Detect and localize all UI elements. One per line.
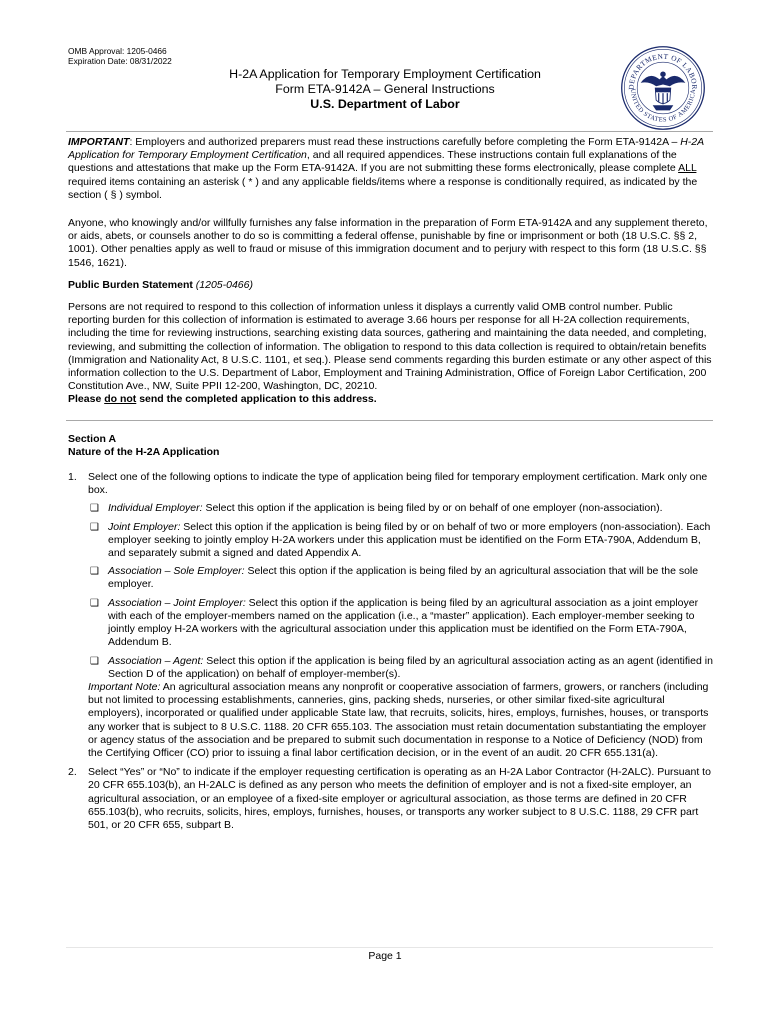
checkbox-icon[interactable]: ❑ [90,521,99,533]
dol-seal-logo [620,45,706,131]
title-line-3: U.S. Department of Labor [310,97,460,111]
option-association-sole-employer[interactable]: ❑ Association – Sole Employer: Select this option if the application is being filed by an agricultural association that will be the sole employer. [90,565,699,591]
section-label: Section A [68,432,117,445]
all-emphasis: ALL [678,162,697,175]
item-2 [68,766,713,832]
expiration-date: Expiration Date: 08/31/2022 [68,56,172,66]
seal-bottom-text: UNITED STATES OF AMERICA [629,88,697,124]
page-number: Page 1 [368,950,402,962]
checkbox-icon[interactable]: ❑ [90,655,99,667]
option-joint-employer[interactable]: ❑ Joint Employer: Select this option if the application is being filed by or on behalf of two or more employers (non-association). Each employer seeking to jointly employ H-2A workers under this application must be identified on the Form ETA-790A, Addendum B, and separately submit a signed and dated Appendix A. [90,520,711,560]
option-individual-employer[interactable]: ❑ Individual Employer: Select this option if the application is being filed by or on behalf of one employer (non-association). [90,502,663,515]
option-association-joint-employer[interactable]: ❑ Association – Joint Employer: Select this option if the application is being filed by an agricultural association as a joint employer with each of the employer-members named on the application (i.e., a “master” application). Each employer-member seeking to jointly employ H-2A workers with the agricultural association under this application must be identified on the Form ETA-790A, Addendum B. [90,596,699,649]
header-divider [66,131,713,132]
checkbox-icon[interactable]: ❑ [90,503,99,515]
item-1-number: 1. [68,471,77,484]
title-line-2: Form ETA-9142A – General Instructions [275,82,495,96]
item-1 [68,471,713,497]
title-line-1: H-2A Application for Temporary Employment Certification [229,67,541,81]
item-2-number: 2. [68,766,77,779]
important-note: Important Note: An agricultural association means any nonprofit or cooperative association of farmers, growers, or ranchers (including but not limited to processing establishments, canneries, gins, packing sheds, nurseries, or other similar fixed-site agricultural employers), incorporated or qualified under applicable State law, that recruits, solicits, hires, employs, furnishes, houses, or transports any worker that is subject to 8 U.S.C. 1188. 20 CFR 655.103. The association must retain documentation substantiating the employer or agency status of the association and be prepared to submit such documentation in response to a Notice of Deficiency (NOD) from the Certifying Officer (CO) prior to issuing a final labor certification decision, or in the event of an audit. 20 CFR 655.131(a). [88,680,709,759]
item-1-text: Select one of the following options to indicate the type of application being filed for temporary employment certification. Mark only one box. [88,471,708,497]
burden-heading: Public Burden Statement (1205-0466) [68,278,253,291]
burden-paragraph: Persons are not required to respond to this collection of information unless it displays a currently valid OMB control number. Public reporting burden for this collection of information is estimated to average 3.66 hours per response for all H-2A collection requirements, including the time for reviewing instructions, searching existing data sources, gathering and maintaining the data needed, and completing, reviewing, and submitting the collection of information. The obligation to respond to this data collection is required to obtain/retain benefits (Immigration and Nationality Act, 8 U.S.C. 1101, et seq.). Please send comments regarding this burden estimate or any other aspect of this information collection to the U.S. Department of Labor, Employment and Training Administration, Office of Foreign Labor Certification, 200 Constitution Ave., NW, Suite PPII 12-200, Washington, DC, 20210. Please do not send the completed application to this address. [68,301,712,406]
omb-info [68,46,172,66]
important-paragraph: IMPORTANT: Employers and authorized preparers must read these instructions carefully before completing the Form ETA-9142A – H-2A Application for Temporary Employment Certification, and all required appendices. These instructions contain full explanations of the questions and attestations that make up the Form ETA-9142A. If you are not submitting these forms electronically, please complete ALL required items containing an asterisk ( * ) and any applicable fields/items where a response is conditionally required, as indicated by the section ( § ) symbol. [68,136,704,201]
warning-paragraph: Anyone, who knowingly and/or willfully furnishes any false information in the preparation of Form ETA-9142A and any supplement thereto, or aids, abets, or counsels another to do so is committing a federal offense, punishable by fine or imprisonment or both (18 U.S.C. §§ 2, 1001). Other penalties apply as well to fraud or misuse of this immigration document and to perjury with respect to this form (18 U.S.C. §§ 1546, 1621). [68,217,708,269]
footer-divider [66,947,713,948]
section-divider [66,420,713,421]
seal-top-text: DEPARTMENT OF LABOR [626,51,700,90]
do-not-send-notice: Please do not send the completed application to this address. [68,393,377,406]
checkbox-icon[interactable]: ❑ [90,566,99,578]
document-title [180,67,590,112]
omb-approval: OMB Approval: 1205-0466 [68,46,167,56]
eagle-icon [641,71,686,110]
option-association-agent[interactable]: ❑ Association – Agent: Select this option if the application is being filed by an agricultural association acting as an agent (identified in Section D of the application) on behalf of employer-member(s). [90,654,713,680]
item-2-text: Select “Yes” or “No” to indicate if the employer requesting certification is operating as an H-2A Labor Contractor (H-2ALC). Pursuant to 20 CFR 655.103(b), an H-2ALC is defined as any person who meets the definition of employer and is not a fixed-site employer, an agricultural association, or an employee of a fixed-site employer or agricultural association, as those terms are defined in 20 CFR 655.103(b), who recruits, solicits, hires, employs, furnishes, houses, or transports any worker subject to 8 U.S.C. 1188, 29 CFR part 501, or 20 CFR 655, subpart B. [88,766,711,831]
section-title: Nature of the H-2A Application [68,445,220,458]
form-name: H-2A Application for Temporary Employment Certification [68,136,704,162]
instructions-body [68,136,713,832]
important-label: IMPORTANT [68,136,130,148]
checkbox-icon[interactable]: ❑ [90,597,99,609]
